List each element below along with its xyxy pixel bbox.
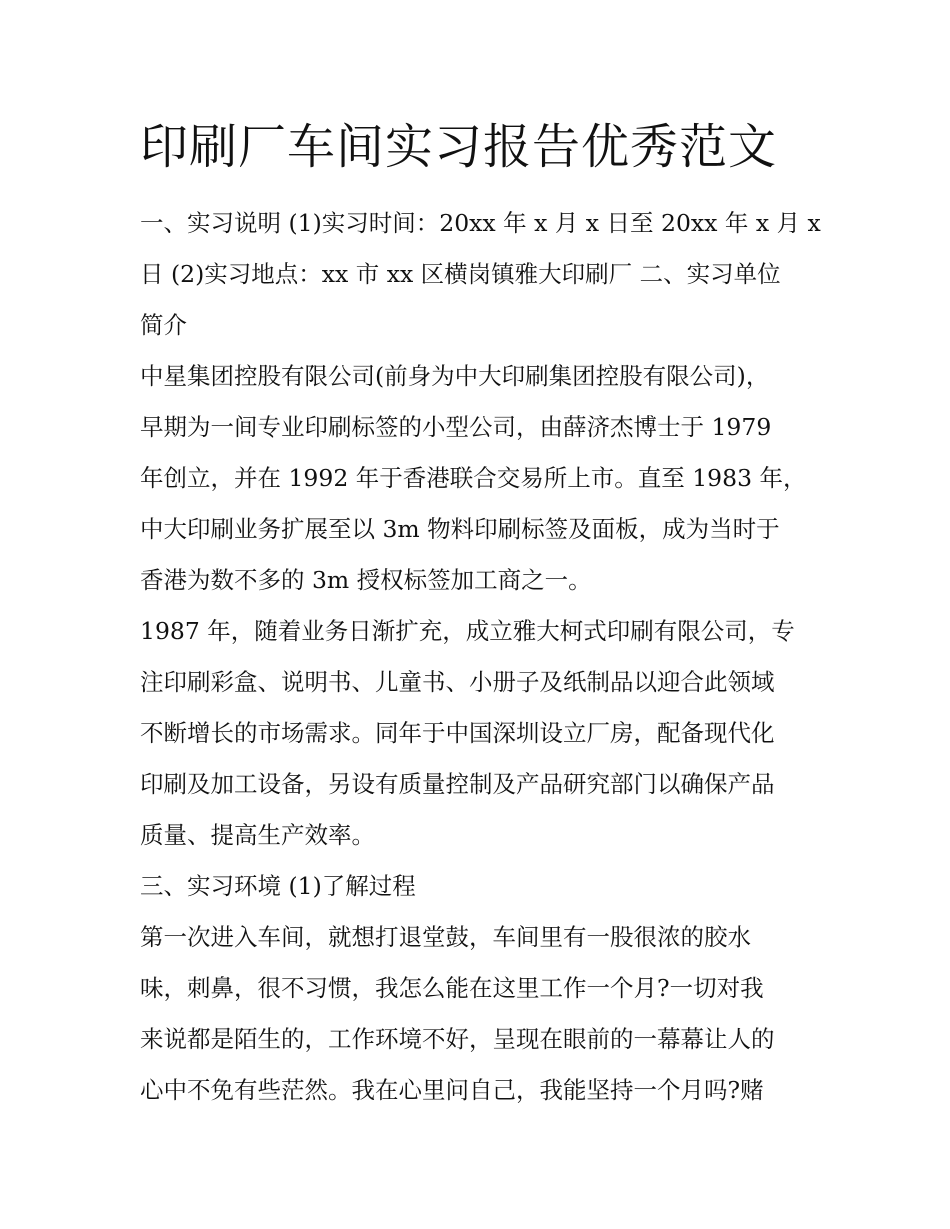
body-line: 心中不免有些茫然。我在心里问自己，我能坚持一个月吗?赌 — [140, 1076, 764, 1104]
title-spacing — [140, 178, 830, 198]
body-line: 早期为一间专业印刷标签的小型公司，由薛济杰博士于 1979 — [140, 413, 772, 441]
document-title: 印刷厂车间实习报告优秀范文 — [140, 119, 778, 175]
document-page — [140, 116, 830, 1116]
body-line: 一、实习说明 (1)实习时间：20xx 年 x 月 x 日至 20xx 年 x 月 x — [140, 209, 821, 237]
body-line: 中大印刷业务扩展至以 3m 物料印刷标签及面板，成为当时于 — [140, 515, 780, 543]
body-line: 香港为数不多的 3m 授权标签加工商之一。 — [140, 566, 592, 594]
body-line: 年创立，并在 1992 年于香港联合交易所上市。直至 1983 年， — [140, 464, 807, 492]
body-line: 来说都是陌生的，工作环境不好，呈现在眼前的一幕幕让人的 — [140, 1025, 775, 1053]
body-line: 第一次进入车间，就想打退堂鼓，车间里有一股很浓的胶水 — [140, 923, 751, 951]
body-line: 中星集团控股有限公司(前身为中大印刷集团控股有限公司)， — [140, 362, 770, 390]
body-line: 三、实习环境 (1)了解过程 — [140, 872, 416, 900]
body-line: 1987 年，随着业务日渐扩充，成立雅大柯式印刷有限公司，专 — [140, 617, 795, 645]
body-line: 简介 — [140, 311, 187, 339]
body-line: 注印刷彩盒、说明书、儿童书、小册子及纸制品以迎合此领域 — [140, 668, 775, 696]
body-line: 日 (2)实习地点：xx 市 xx 区横岗镇雅大印刷厂 二、实习单位 — [140, 260, 781, 288]
document-body — [140, 198, 830, 1116]
body-line: 质量、提高生产效率。 — [140, 821, 375, 849]
body-line: 不断增长的市场需求。同年于中国深圳设立厂房，配备现代化 — [140, 719, 775, 747]
body-line: 印刷及加工设备，另设有质量控制及产品研究部门以确保产品 — [140, 770, 775, 798]
body-line: 味，刺鼻，很不习惯，我怎么能在这里工作一个月?一切对我 — [140, 974, 764, 1002]
